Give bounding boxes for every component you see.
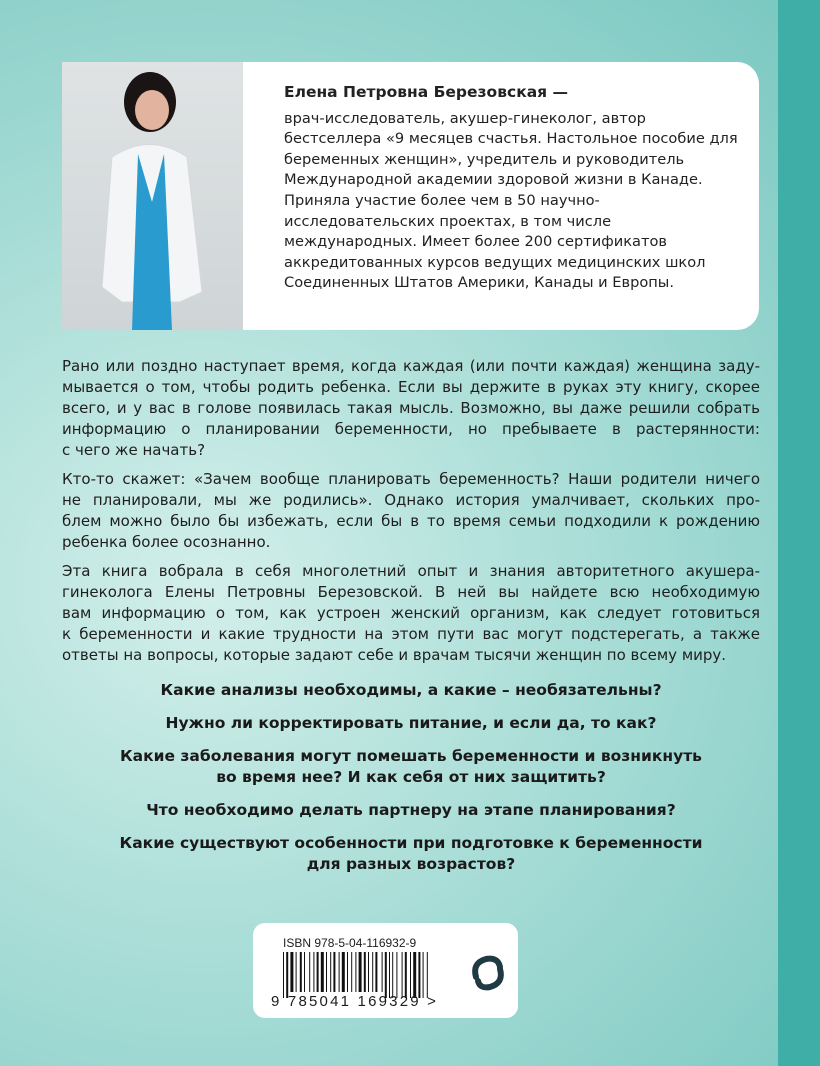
question-line: во время нее? И как себя от них защитить? bbox=[216, 768, 606, 786]
text-line: Рано или поздно наступает время, когда каждая (или почти каждая) женщина заду- bbox=[62, 357, 760, 375]
paragraph bbox=[62, 356, 760, 461]
spine-strip bbox=[778, 0, 820, 1066]
text-line: всего, и у вас в голове появилась такая мысль. Возможно, вы даже решили собрать bbox=[62, 399, 760, 417]
barcode-bar bbox=[313, 952, 314, 992]
barcode-bar bbox=[385, 952, 387, 998]
barcode-bar bbox=[290, 952, 293, 992]
author-description: врач-исследователь, акушер-гинеколог, автор бестселлера «9 месяцев счастья. Настольное пособие для беременных женщин», учредитель и руководитель Международной академии здоровой жизни в Канаде. Приняла участие более чем в 50 научно-исследовательских проектах, в том числе международных. Имеет более 200 сертификатов аккредитованных курсов ведущих медицинских школ Соединенных Штатов Америки, Канады и Европы. bbox=[284, 109, 738, 292]
isbn-label: ISBN 978-5-04-116932-9 bbox=[283, 936, 417, 950]
barcode-bar bbox=[413, 952, 416, 998]
isbn-barcode-box bbox=[253, 923, 518, 1018]
barcode-bar bbox=[321, 952, 324, 992]
text-line: информацию о планировании беременности, но пребываете в растерянности: bbox=[62, 420, 760, 438]
barcode-bar bbox=[326, 952, 327, 992]
text-line: мывается о том, чтобы родить ребенка. Если вы держите в руках эту книгу, скорее bbox=[62, 378, 760, 396]
barcode-bar bbox=[286, 952, 288, 998]
barcode-bar bbox=[375, 952, 377, 992]
barcode-bar bbox=[410, 952, 411, 998]
text-line: Эта книга вобрала в себя многолетний опыт и знания авторитетного акушера- bbox=[62, 562, 760, 580]
description-text bbox=[62, 356, 760, 674]
text-line: к беременности и какие трудности на этом пути вас могут подстерегать, а также bbox=[62, 625, 760, 643]
barcode-bar bbox=[359, 952, 362, 992]
barcode-bar bbox=[300, 952, 302, 992]
question-line: Какие заболевания могут помешать беременности и возникнуть bbox=[120, 747, 702, 765]
barcode-bar bbox=[317, 952, 319, 992]
question-line: для разных возрастов? bbox=[306, 855, 516, 873]
question-line: Нужно ли корректировать питание, и если да, то как? bbox=[165, 714, 657, 732]
question-line: Что необходимо делать партнеру на этапе планирования? bbox=[146, 801, 676, 819]
text-line: с чего же начать? bbox=[62, 441, 206, 459]
text-line: гинеколога Елены Петровны Березовской. В ней вы найдете всю необходимую bbox=[62, 583, 760, 601]
barcode-bar bbox=[333, 952, 335, 992]
publisher-logo-icon bbox=[468, 951, 508, 995]
barcode-bar bbox=[304, 952, 305, 992]
text-line: не планировали, мы же родились». Однако история умалчивает, скольких про- bbox=[62, 491, 760, 509]
question bbox=[62, 680, 760, 701]
author-name: Елена Петровна Березовская — bbox=[284, 83, 569, 101]
paragraph bbox=[62, 561, 760, 666]
author-card bbox=[62, 62, 759, 330]
text-line: ответы на вопросы, которые задают себе и врачам тысячи женщин по всему миру. bbox=[62, 646, 727, 664]
barcode-bar bbox=[342, 952, 345, 992]
text-line: вам информацию о том, как устроен женский организм, как следует готовиться bbox=[62, 604, 760, 622]
barcode-bar bbox=[402, 952, 403, 998]
text-line: блем можно было бы избежать, если бы в то время семьи подходили к рождению bbox=[62, 512, 760, 530]
barcode-bar bbox=[427, 952, 428, 998]
barcode-bar bbox=[351, 952, 352, 992]
author-photo bbox=[62, 62, 243, 330]
barcode-bar bbox=[405, 952, 407, 998]
question bbox=[62, 746, 760, 788]
barcode-bar bbox=[283, 952, 284, 998]
barcode-bar bbox=[423, 952, 424, 998]
barcode-bar bbox=[396, 952, 397, 998]
barcode-bar bbox=[389, 952, 390, 998]
barcode-bar bbox=[392, 952, 393, 998]
barcode-digits: 9 785041 169329 > bbox=[271, 993, 439, 1010]
barcode-bar bbox=[309, 952, 310, 992]
barcode-bar bbox=[372, 952, 373, 992]
text-line: ребенка более осознанно. bbox=[62, 533, 271, 551]
barcode-bar bbox=[339, 952, 340, 992]
barcode-bar bbox=[368, 952, 369, 992]
paragraph bbox=[62, 469, 760, 553]
barcode bbox=[283, 952, 428, 998]
barcode-bar bbox=[382, 952, 383, 992]
barcode-bar bbox=[330, 952, 331, 992]
barcode-bar bbox=[347, 952, 348, 992]
question bbox=[62, 833, 760, 875]
question-line: Какие анализы необходимы, а какие – необязательны? bbox=[160, 681, 662, 699]
questions-list bbox=[62, 680, 760, 887]
barcode-bar bbox=[296, 952, 297, 992]
author-bio bbox=[284, 82, 744, 294]
text-line: Кто-то скажет: «Зачем вообще планировать беременность? Наши родители ничего bbox=[62, 470, 760, 488]
barcode-bar bbox=[418, 952, 420, 998]
barcode-bar bbox=[355, 952, 356, 992]
question bbox=[62, 800, 760, 821]
question-line: Какие существуют особенности при подготовке к беременности bbox=[119, 834, 703, 852]
question bbox=[62, 713, 760, 734]
barcode-bar bbox=[364, 952, 366, 992]
